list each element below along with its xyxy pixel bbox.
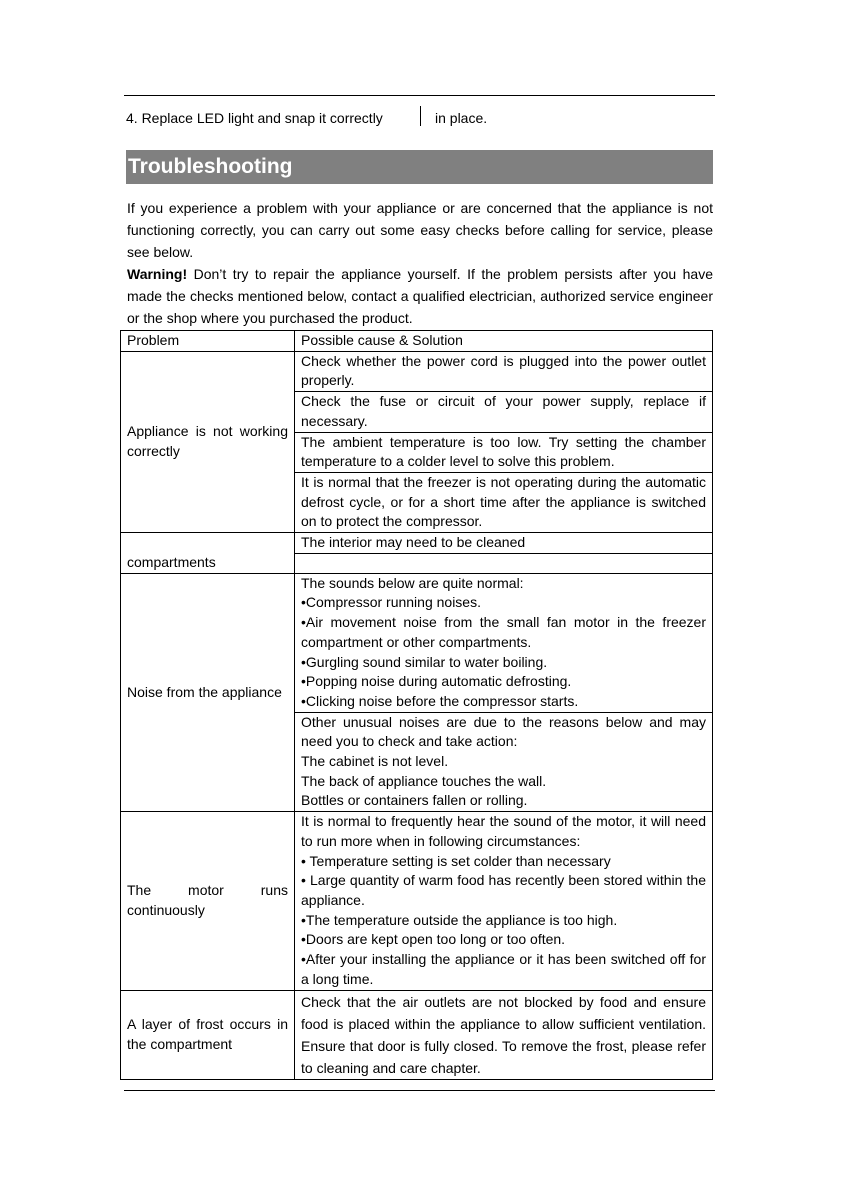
table-row [121, 573, 713, 712]
text-line: •After your installing the appliance or it has been switched off for a long time. [301, 951, 706, 987]
troubleshooting-table [120, 330, 713, 1080]
text-line: •Clicking noise before the compressor starts. [301, 692, 579, 709]
text-line: The cabinet is not level. [301, 753, 449, 770]
header-problem: Problem [121, 331, 295, 352]
table-row [121, 990, 713, 1079]
solution-cell: Check that the air outlets are not blocked by food and ensure food is placed within the appliance to allow sufficient ventilation. Ensure that door is fully closed. To remove the frost, please refer to cleaning and care chapter. [295, 990, 713, 1079]
intro-paragraph: If you experience a problem with your appliance or are concerned that the appliance is not functioning correctly, you can carry out some easy checks before calling for service, please see below. [127, 200, 713, 260]
solution-cell: Check whether the power cord is plugged into the power outlet properly. [295, 351, 713, 391]
bottom-rule [124, 1090, 715, 1091]
text-line: •The temperature outside the appliance is too high. [301, 911, 618, 928]
text-line: Bottles or containers fallen or rolling. [301, 792, 528, 809]
text-line: •Air movement noise from the small fan motor in the freezer compartment or other compartments. [301, 614, 706, 650]
text-line: •Compressor running noises. [301, 594, 481, 611]
text-line: •Popping noise during automatic defrosting. [301, 673, 572, 690]
text-line: The sounds below are quite normal: [301, 574, 524, 591]
warning-text: Don’t try to repair the appliance yourself. If the problem persists after you have made the checks mentioned below, contact a qualified electrician, authorized service engineer or the shop where you purchased the product. [127, 266, 713, 326]
table-row [121, 351, 713, 391]
intro-text [127, 197, 713, 329]
text-line: Other unusual noises are due to the reasons below and may need you to check and take action: [301, 713, 706, 750]
text-line: It is normal to frequently hear the sound of the motor, it will need to run more when in following circumstances: [301, 813, 706, 849]
cursor-bar [420, 106, 421, 126]
text-line: • Large quantity of warm food has recently been stored within the appliance. [301, 872, 706, 908]
solution-cell: The interior may need to be cleaned [295, 533, 713, 554]
top-rule [124, 95, 715, 96]
problem-cell: Noise from the appliance [121, 573, 295, 811]
warning-paragraph [127, 263, 713, 329]
problem-cell: Appliance is not working correctly [121, 351, 295, 532]
solution-cell [295, 573, 713, 712]
text-line: The back of appliance touches the wall. [301, 772, 547, 789]
section-banner [126, 150, 713, 184]
step-4-text-end: in place. [435, 110, 488, 126]
problem-cell: compartments [121, 533, 295, 574]
header-solution: Possible cause & Solution [295, 331, 713, 352]
table-row [121, 533, 713, 554]
warning-label: Warning! [127, 266, 188, 282]
solution-cell [295, 812, 713, 990]
problem-cell: The motor runs continuously [121, 812, 295, 990]
step-4-text: 4. Replace LED light and snap it correctly [126, 110, 383, 126]
solution-cell: The ambient temperature is too low. Try setting the chamber temperature to a colder level to solve this problem. [295, 432, 713, 472]
solution-cell: It is normal that the freezer is not operating during the automatic defrost cycle, or for a short time after the appliance is switched on to protect the compressor. [295, 472, 713, 532]
table-row [121, 812, 713, 990]
page-title: Troubleshooting [128, 155, 293, 178]
text-line: •Gurgling sound similar to water boiling. [301, 653, 548, 670]
solution-cell: Check the fuse or circuit of your power supply, replace if necessary. [295, 392, 713, 432]
text-line: •Doors are kept open too long or too often. [301, 931, 566, 948]
solution-cell [295, 712, 713, 812]
text-line: • Temperature setting is set colder than necessary [301, 852, 611, 869]
table-header-row [121, 331, 713, 352]
problem-cell: A layer of frost occurs in the compartment [121, 990, 295, 1079]
empty-cell [295, 553, 713, 573]
